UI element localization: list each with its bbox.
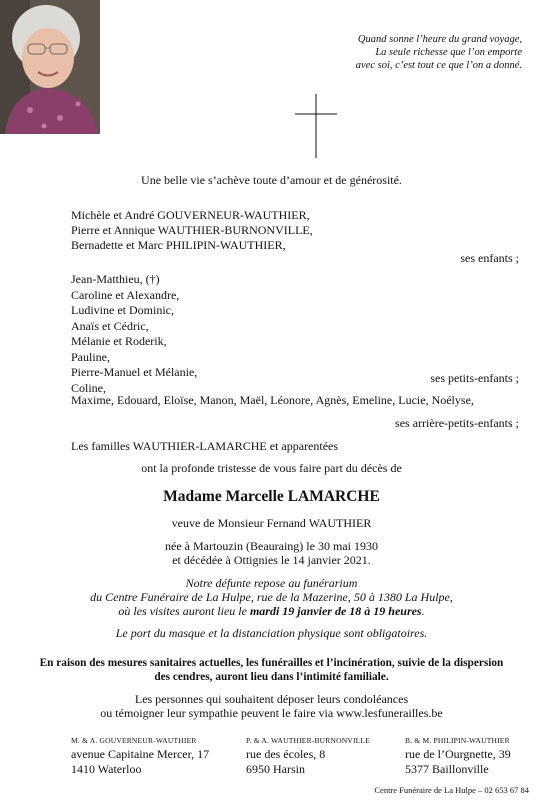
mask-notice: Le port du masque et la distanciation physique sont obligatoires. — [115, 626, 428, 640]
portrait-photo — [0, 0, 100, 134]
grandchildren-label: ses petits-enfants ; — [430, 371, 519, 385]
widow-of-line: veuve de Monsieur Fernand WAUTHIER — [171, 516, 372, 530]
condolences-line-1: Les personnes qui souhaitent déposer leurs condoléances — [134, 692, 409, 706]
deceased-name — [0, 488, 543, 506]
grandchild-entry: Anaïs et Cédric, — [71, 318, 149, 333]
children-list — [71, 208, 313, 253]
quote-line: Quand sonne l’heure du grand voyage, — [357, 34, 522, 45]
address-block — [71, 736, 209, 777]
address-street: rue de l’Ourgnette, 39 — [405, 747, 511, 761]
child-entry: Pierre et Annique WAUTHIER-BURNONVILLE, — [71, 223, 313, 237]
cross-icon — [295, 94, 337, 158]
sanitary-notice-line-1: En raison des mesures sanitaires actuelles, les funérailles et l’incinération, suivie de la dispersion — [39, 657, 504, 669]
address-block — [405, 736, 511, 777]
announcement-line: ont la profonde tristesse de vous faire part du décès de — [141, 461, 402, 475]
grandchild-entry: Jean-Matthieu, (†) — [71, 272, 160, 286]
deceased-surname: LAMARCHE — [287, 488, 380, 505]
deceased-first-name: Madame Marcelle — [163, 488, 284, 505]
children-label: ses enfants ; — [460, 251, 519, 265]
grandchild-entry: Pauline, — [71, 349, 110, 364]
grandchild-entry: Caroline et Alexandre, — [71, 287, 180, 302]
address-street: avenue Capitaine Mercer, 17 — [71, 747, 210, 761]
address-names: P. & A. WAUTHIER-BURNONVILLE — [246, 736, 370, 745]
visit-intro: où les visites auront lieu le — [118, 604, 247, 618]
intro-line: Une belle vie s’achève toute d’amour et de générosité. — [141, 173, 402, 187]
funerarium-line-2: du Centre Funéraire de La Hulpe, rue de la Mazerine, 50 à 1380 La Hulpe, — [90, 590, 453, 604]
address-names: B. & M. PHILIPIN-WAUTHIER — [405, 736, 510, 745]
child-entry: Bernadette et Marc PHILIPIN-WAUTHIER, — [71, 238, 286, 252]
address-street: rue des écoles, 8 — [246, 747, 326, 761]
death-line: et décédée à Ottignies le 14 janvier 2021. — [172, 553, 371, 567]
address-city: 1410 Waterloo — [71, 762, 142, 776]
epitaph-quote — [282, 33, 522, 72]
address-city: 6950 Harsin — [246, 762, 305, 776]
funerarium-line-3 — [0, 604, 543, 619]
portrait-illustration — [0, 0, 100, 134]
grandchild-entry: Coline, — [71, 380, 106, 395]
great-grandchildren-list: Maxime, Edouard, Eloïse, Manon, Maël, Léonore, Agnès, Emeline, Lucie, Noélyse, — [71, 393, 474, 407]
address-block — [246, 736, 370, 777]
funerarium-line-1: Notre défunte repose au funérarium — [185, 576, 358, 590]
visit-time: mardi 19 janvier de 18 à 19 heures — [249, 604, 422, 618]
sanitary-notice-line-2: des cendres, auront lieu dans l’intimité familiale. — [154, 671, 389, 683]
footer-credit: Centre Funéraire de La Hulpe – 02 653 67 84 — [374, 785, 529, 795]
address-names: M. & A. GOUVERNEUR-WAUTHIER — [71, 736, 197, 745]
birth-line: née à Martouzin (Beauraing) le 30 mai 1930 — [165, 539, 378, 553]
great-grandchildren-label: ses arrière-petits-enfants ; — [395, 416, 519, 430]
grandchild-entry: Mélanie et Roderik, — [71, 334, 167, 348]
grandchild-entry: Ludivine et Dominic, — [71, 303, 174, 317]
quote-line: La seule richesse que l’on emporte — [375, 47, 522, 58]
grandchildren-list — [71, 272, 197, 396]
visit-period: . — [421, 604, 425, 618]
address-city: 5377 Baillonville — [405, 762, 489, 776]
child-entry: Michèle et André GOUVERNEUR-WAUTHIER, — [71, 208, 310, 222]
grandchild-entry: Pierre-Manuel et Mélanie, — [71, 365, 198, 379]
quote-line: avec soi, c’est tout ce que l’on a donné. — [355, 60, 522, 71]
condolences-line-2: ou témoigner leur sympathie peuvent le faire via www.lesfunerailles.be — [100, 706, 443, 720]
families-line: Les familles WAUTHIER-LAMARCHE et apparentées — [71, 439, 339, 453]
